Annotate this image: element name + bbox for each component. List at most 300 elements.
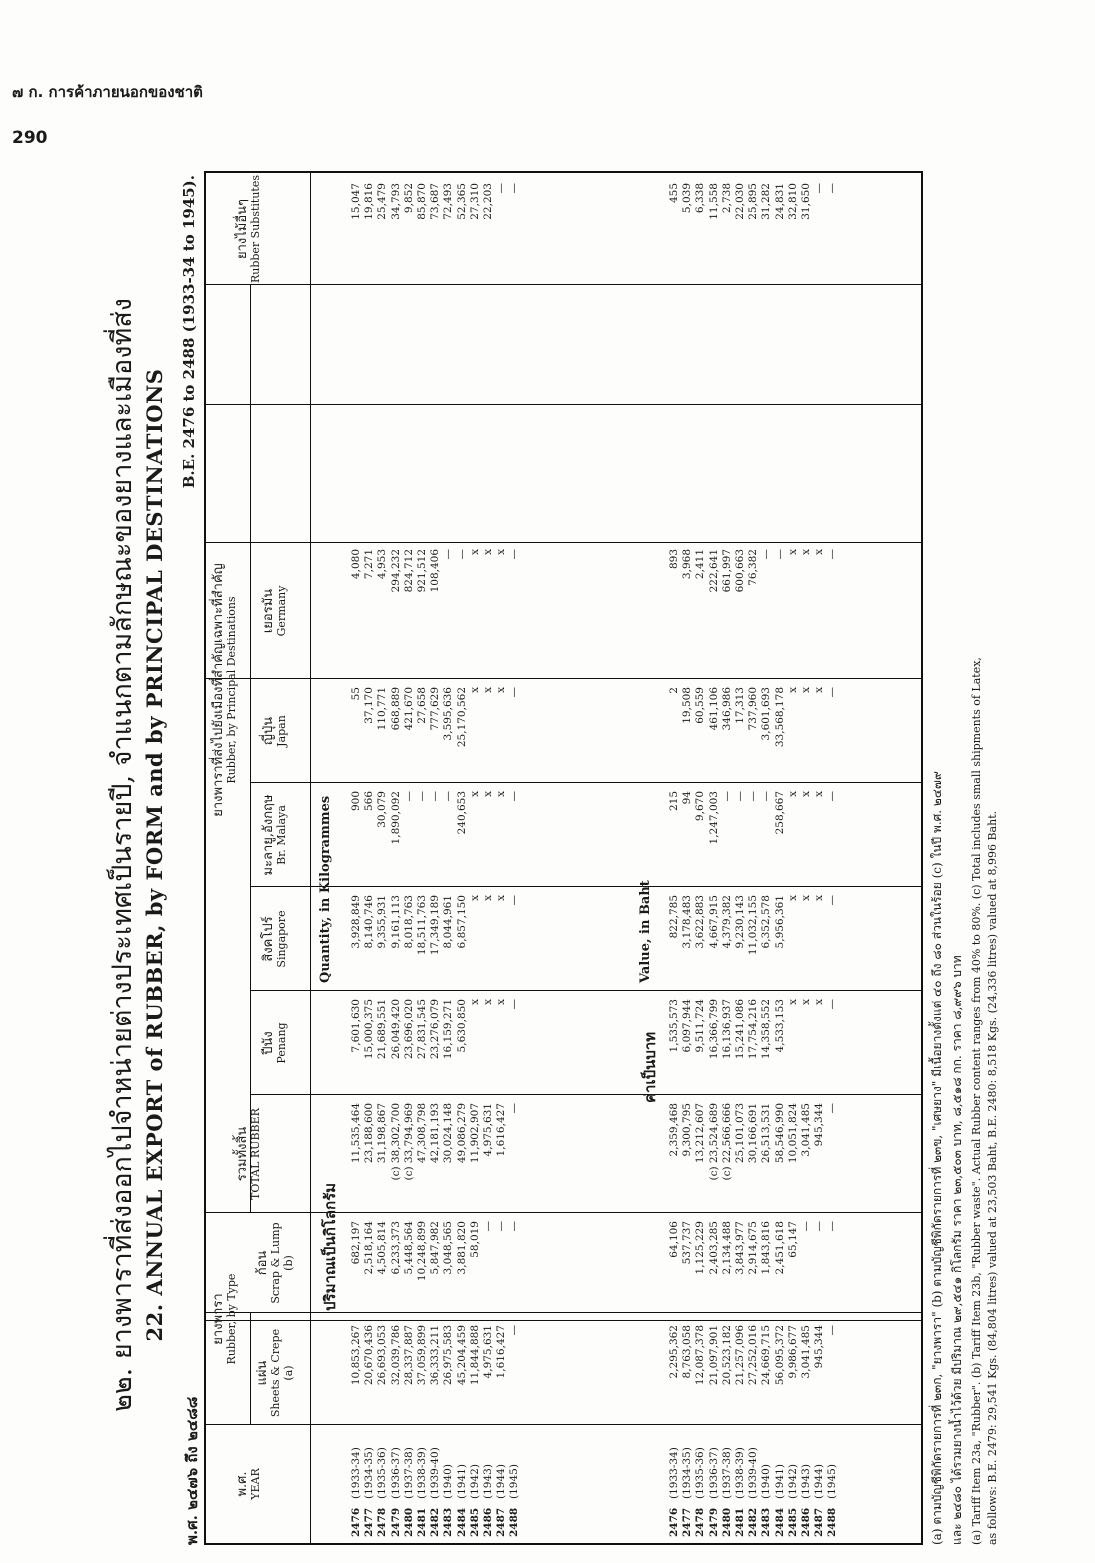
value-germany-column-cell: — <box>773 549 786 560</box>
value-japan-column-cell: 17,313 <box>733 687 746 724</box>
value-japan-column-cell: 346,986 <box>720 687 733 731</box>
quantity-japan-column-cell: 421,670 <box>402 687 415 731</box>
value-label-english: Value, in Baht <box>638 880 653 983</box>
value-germany-column <box>668 549 839 592</box>
value-japan-column-cell: 19,508 <box>681 687 694 724</box>
value-japan-column <box>668 687 839 747</box>
value-total-column-cell: — <box>826 1103 839 1114</box>
quantity-sheets-column-cell: 4,975,631 <box>481 1325 494 1379</box>
value-penang-column-cell: 6,097,944 <box>681 999 694 1053</box>
years-ad-quantity-cell: (1936-37) <box>389 1447 402 1499</box>
quantity-malaya-column-cell: 240,653 <box>455 791 468 835</box>
value-total-column <box>668 1103 839 1181</box>
value-scrap-column-cell: — <box>799 1221 812 1232</box>
value-substitutes-column-cell: 24,831 <box>773 183 786 220</box>
rotated-table-page <box>100 165 1000 1545</box>
table-title-english: 22. ANNUAL EXPORT of RUBBER, by FORM and by PRINCIPAL DESTINATIONS <box>142 368 167 1342</box>
value-scrap-column-cell: — <box>813 1221 826 1232</box>
quantity-scrap-column-cell: 6,233,373 <box>389 1221 402 1275</box>
value-penang-column-cell: x <box>786 999 799 1005</box>
footnote-english-1: (a) Tariff Item 23a, "Rubber". (b) Tariff Item 23b, "Rubber waste". Actual Rubber content ranges from 40% to 80%. (c) Total includes small shipments of Latex, <box>970 657 983 1545</box>
value-sheets-column-cell: 12,087,378 <box>694 1325 707 1386</box>
quantity-substitutes-column-cell: 9,852 <box>402 183 415 214</box>
quantity-japan-column-cell: — <box>508 687 521 698</box>
quantity-substitutes-column-cell: 27,310 <box>468 183 481 220</box>
years-ad-quantity-cell: (1935-36) <box>376 1447 389 1499</box>
quantity-sheets-column-cell: 20,670,436 <box>363 1325 376 1386</box>
years-ad-value-cell: (1943) <box>799 1464 812 1499</box>
value-germany-column-cell: 222,641 <box>707 549 720 593</box>
years-ad-value-cell: (1939-40) <box>747 1447 760 1499</box>
quantity-total-column-cell: (c) 38,302,700 <box>389 1103 402 1181</box>
quantity-scrap-column-cell: — <box>481 1221 494 1232</box>
quantity-label-english: Quantity, in Kilogrammes <box>318 795 333 983</box>
years-ad-quantity-cell: (1943) <box>481 1464 494 1499</box>
quantity-penang-column-cell: 26,049,420 <box>389 999 402 1060</box>
value-germany-column-cell: 661,997 <box>720 549 733 593</box>
value-singapore-column-cell: 3,178,483 <box>681 895 694 949</box>
years-be-quantity-cell: 2477 <box>363 1507 376 1537</box>
value-substitutes-column <box>668 183 839 220</box>
value-singapore-column-cell: x <box>813 895 826 901</box>
quantity-germany-column-cell: 294,232 <box>389 549 402 593</box>
years-ad-quantity-cell: (1933-34) <box>350 1447 362 1499</box>
value-germany-column-cell: x <box>799 549 812 555</box>
quantity-japan-column-cell: 55 <box>350 687 362 701</box>
value-germany-column-cell: 600,663 <box>733 549 746 593</box>
quantity-scrap-column-cell: 58,019 <box>468 1221 481 1258</box>
value-malaya-column-cell: — <box>720 791 733 802</box>
quantity-penang-column-cell: 27,831,545 <box>415 999 428 1060</box>
value-japan-column-cell: 461,106 <box>707 687 720 731</box>
germany-header: เยอรมัน Germany <box>261 585 288 637</box>
quantity-japan-column-cell: 3,595,636 <box>442 687 455 741</box>
quantity-germany-column-cell: x <box>481 549 494 555</box>
value-scrap-column-cell: 2,403,285 <box>707 1221 720 1275</box>
total-header: รวมทั้งสิ้น TOTAL RUBBER <box>235 1108 262 1200</box>
value-sheets-column-cell: 2,295,362 <box>668 1325 680 1379</box>
value-total-column-cell: 945,344 <box>813 1103 826 1147</box>
value-penang-column-cell: 15,241,086 <box>733 999 746 1060</box>
quantity-singapore-column-cell: 6,857,150 <box>455 895 468 949</box>
quantity-total-column-cell: 1,616,427 <box>495 1103 508 1157</box>
section-header: ๗ ก. การค้าภายนอกของชาติ <box>12 83 203 101</box>
value-japan-column-cell: x <box>799 687 812 693</box>
quantity-substitutes-column-cell: 19,816 <box>363 183 376 220</box>
years-be-value-cell: 2483 <box>760 1507 773 1537</box>
quantity-sheets-column-cell: 32,039,786 <box>389 1325 402 1386</box>
value-label-thai: ค่าเป็นบาท <box>641 1031 659 1103</box>
quantity-penang-column-cell: x <box>495 999 508 1005</box>
value-singapore-column-cell: 9,230,143 <box>733 895 746 949</box>
value-total-column-cell: 2,359,468 <box>668 1103 680 1157</box>
page-number: 290 <box>12 128 48 148</box>
years-be-quantity-cell: 2483 <box>442 1507 455 1537</box>
years-ad-value-cell: (1935-36) <box>694 1447 707 1499</box>
value-scrap-column-cell: 537,737 <box>681 1221 694 1265</box>
quantity-scrap-column-cell: — <box>495 1221 508 1232</box>
quantity-japan-column-cell: 110,771 <box>376 687 389 731</box>
quantity-total-column-cell: (c) 33,794,969 <box>402 1103 415 1181</box>
years-be-quantity-cell: 2480 <box>402 1507 415 1537</box>
quantity-germany-column-cell: 4,080 <box>350 549 362 580</box>
quantity-singapore-column <box>350 895 521 955</box>
quantity-japan-column <box>350 687 521 747</box>
value-japan-column-cell: 60,559 <box>694 687 707 724</box>
quantity-scrap-column-cell: — <box>508 1221 521 1232</box>
quantity-germany-column-cell: — <box>508 549 521 560</box>
years-ad-quantity-cell: (1940) <box>442 1464 455 1499</box>
years-ad-quantity <box>350 1447 521 1499</box>
footnote-thai-1: (a) ตามบัญชีพิกัดรายการที่ ๒๓ก, "ยางพารา" (b) ตามบัญชีพิกัดรายการที่ ๒๓ข, "เศษยาง" มีเนื้อยางตั้งแต่ ๔๐ ถึง ๘๐ ส่วนในร้อย (c) ในปี พ.ศ. ๒๔๗๙ <box>930 771 944 1545</box>
value-germany-column-cell: 2,411 <box>694 549 707 580</box>
quantity-sheets-column-cell: 37,059,899 <box>415 1325 428 1386</box>
years-ad-value-cell: (1938-39) <box>733 1447 746 1499</box>
years-be-quantity-cell: 2482 <box>429 1507 442 1537</box>
quantity-total-column <box>350 1103 521 1181</box>
value-sheets-column-cell: 8,763,058 <box>681 1325 694 1379</box>
quantity-total-column-cell: 49,086,279 <box>455 1103 468 1164</box>
value-substitutes-column-cell: 2,738 <box>720 183 733 214</box>
value-japan-column-cell: x <box>786 687 799 693</box>
value-malaya-column-cell: 215 <box>668 791 680 812</box>
years-be-value-cell: 2481 <box>733 1507 746 1537</box>
quantity-germany-column <box>350 549 521 592</box>
quantity-malaya-column-cell: — <box>429 791 442 802</box>
years-ad-value-cell: (1945) <box>826 1464 839 1499</box>
quantity-malaya-column-cell: 1,890,092 <box>389 791 402 845</box>
value-penang-column-cell: — <box>826 999 839 1010</box>
quantity-singapore-column-cell: — <box>508 895 521 906</box>
quantity-japan-column-cell: 668,889 <box>389 687 402 731</box>
quantity-singapore-column-cell: 9,355,931 <box>376 895 389 949</box>
quantity-total-column-cell: 42,181,193 <box>429 1103 442 1164</box>
quantity-malaya-column-cell: 30,079 <box>376 791 389 828</box>
quantity-sheets-column-cell: 36,333,211 <box>429 1325 442 1386</box>
value-total-column-cell: 10,051,824 <box>786 1103 799 1164</box>
quantity-singapore-column-cell: 8,140,746 <box>363 895 376 949</box>
penang-header: ปีนัง Penang <box>261 1022 288 1064</box>
quantity-singapore-column-cell: x <box>495 895 508 901</box>
years-be-value-cell: 2484 <box>773 1507 786 1537</box>
value-total-column-cell: (c) 22,566,666 <box>720 1103 733 1181</box>
value-japan-column-cell: — <box>826 687 839 698</box>
quantity-germany-column-cell: x <box>468 549 481 555</box>
years-be-quantity-cell: 2487 <box>495 1507 508 1537</box>
quantity-penang-column-cell: 21,689,551 <box>376 999 389 1060</box>
years-be-quantity <box>350 1508 521 1537</box>
quantity-japan-column-cell: 37,170 <box>363 687 376 724</box>
quantity-singapore-column-cell: 3,928,849 <box>350 895 362 949</box>
years-ad-value-cell: (1940) <box>760 1464 773 1499</box>
value-malaya-column-cell: — <box>733 791 746 802</box>
quantity-substitutes-column-cell: 73,687 <box>429 183 442 220</box>
value-substitutes-column-cell: 6,338 <box>694 183 707 214</box>
value-total-column-cell: 13,212,607 <box>694 1103 707 1164</box>
value-scrap-column <box>668 1221 839 1274</box>
quantity-malaya-column-cell: — <box>402 791 415 802</box>
value-malaya-column-cell: 94 <box>681 791 694 805</box>
value-malaya-column-cell: — <box>826 791 839 802</box>
quantity-singapore-column-cell: 8,044,961 <box>442 895 455 949</box>
quantity-scrap-column-cell: 2,518,164 <box>363 1221 376 1275</box>
value-substitutes-column-cell: 22,030 <box>733 183 746 220</box>
value-total-column-cell: 26,513,531 <box>760 1103 773 1164</box>
value-singapore-column-cell: — <box>826 895 839 906</box>
quantity-germany-column-cell: 108,406 <box>429 549 442 593</box>
value-singapore-column-cell: 4,379,382 <box>720 895 733 949</box>
value-sheets-column-cell: 21,097,901 <box>707 1325 720 1386</box>
quantity-substitutes-column-cell: 52,365 <box>455 183 468 220</box>
value-substitutes-column-cell: 25,895 <box>747 183 760 220</box>
footnote-english-2: as follows: B.E. 2479: 29,541 Kgs. (84,804 litres) valued at 23,503 Baht, B.E. 2480: 8,518 Kgs. (24,336 litres) valued at 8,996 Baht. <box>986 810 999 1545</box>
value-substitutes-column-cell: 32,810 <box>786 183 799 220</box>
years-be-quantity-cell: 2485 <box>468 1507 481 1537</box>
quantity-malaya-column-cell: x <box>468 791 481 797</box>
quantity-total-column-cell: — <box>508 1103 521 1114</box>
quantity-penang-column-cell: 23,276,079 <box>429 999 442 1060</box>
quantity-japan-column-cell: x <box>468 687 481 693</box>
quantity-singapore-column-cell: 8,018,763 <box>402 895 415 949</box>
years-be-value-cell: 2488 <box>826 1507 839 1537</box>
years-ad-quantity-cell: (1945) <box>508 1464 521 1499</box>
value-germany-column-cell: — <box>760 549 773 560</box>
value-sheets-column-cell: 945,344 <box>813 1325 826 1369</box>
value-sheets-column-cell: 20,523,182 <box>720 1325 733 1386</box>
value-germany-column-cell: 3,968 <box>681 549 694 580</box>
value-malaya-column-cell: — <box>760 791 773 802</box>
value-singapore-column-cell: 822,785 <box>668 895 680 939</box>
value-singapore-column-cell: x <box>786 895 799 901</box>
quantity-germany-column-cell: 921,512 <box>415 549 428 593</box>
years-be-value-cell: 2486 <box>799 1507 812 1537</box>
value-malaya-column-cell: x <box>786 791 799 797</box>
quantity-scrap-column-cell: 3,048,565 <box>442 1221 455 1275</box>
years-be-value-cell: 2482 <box>747 1507 760 1537</box>
quantity-substitutes-column-cell: — <box>495 183 508 194</box>
years-ad-quantity-cell: (1937-38) <box>402 1447 415 1499</box>
value-japan-column-cell: x <box>813 687 826 693</box>
value-malaya-column-cell: — <box>747 791 760 802</box>
footnote-thai-2: และ ๒๔๘๐ ได้รวมยางน้ำไว้ด้วย มีปริมาณ ๒๙,๕๔๑ กิโลกรัม ราคา ๒๓,๕๐๓ บาท, ๘,๕๑๘ กก. ราคา ๘,๙๙๖ บาท <box>950 955 964 1545</box>
value-sheets-column-cell: 56,095,372 <box>773 1325 786 1386</box>
value-substitutes-column-cell: 455 <box>668 183 680 204</box>
years-be-value-cell: 2476 <box>668 1507 680 1537</box>
value-substitutes-column-cell: 31,650 <box>799 183 812 220</box>
quantity-scrap-column-cell: 682,197 <box>350 1221 362 1265</box>
value-total-column-cell: 9,300,795 <box>681 1103 694 1157</box>
quantity-total-column-cell: 23,188,600 <box>363 1103 376 1164</box>
years-be-quantity-cell: 2484 <box>455 1507 468 1537</box>
years-be-value <box>668 1508 839 1537</box>
quantity-penang-column-cell: x <box>481 999 494 1005</box>
quantity-singapore-column-cell: 9,161,113 <box>389 895 402 949</box>
quantity-malaya-column-cell: — <box>415 791 428 802</box>
years-ad-quantity-cell: (1944) <box>495 1464 508 1499</box>
value-germany-column-cell: 893 <box>668 549 680 570</box>
quantity-malaya-column-cell: — <box>442 791 455 802</box>
quantity-malaya-column <box>350 791 521 844</box>
quantity-sheets-column-cell: 26,975,583 <box>442 1325 455 1386</box>
years-ad-quantity-cell: (1934-35) <box>363 1447 376 1499</box>
quantity-penang-column-cell: 7,601,630 <box>350 999 362 1053</box>
quantity-germany-column-cell: 824,712 <box>402 549 415 593</box>
value-penang-column <box>668 999 839 1059</box>
value-malaya-column-cell: x <box>813 791 826 797</box>
years-ad-value <box>668 1447 839 1499</box>
years-ad-value-cell: (1942) <box>786 1464 799 1499</box>
quantity-sheets-column-cell: 28,337,887 <box>402 1325 415 1386</box>
value-japan-column-cell: 2 <box>668 687 680 694</box>
quantity-scrap-column-cell: 10,248,899 <box>415 1221 428 1282</box>
value-singapore-column-cell: 4,667,915 <box>707 895 720 949</box>
value-singapore-column-cell: x <box>799 895 812 901</box>
value-germany-column-cell: — <box>826 549 839 560</box>
type-header: ยางพารา Rubber, by Type <box>211 1273 238 1365</box>
quantity-total-column-cell: 11,535,464 <box>350 1103 362 1164</box>
years-ad-quantity-cell: (1938-39) <box>415 1447 428 1499</box>
quantity-penang-column-cell: — <box>508 999 521 1010</box>
years-be-quantity-cell: 2479 <box>389 1507 402 1537</box>
years-be-value-cell: 2479 <box>707 1507 720 1537</box>
quantity-malaya-column-cell: — <box>508 791 521 802</box>
quantity-total-column-cell: 47,308,798 <box>415 1103 428 1164</box>
quantity-sheets-column-cell: 11,844,888 <box>468 1325 481 1386</box>
value-penang-column-cell: x <box>799 999 812 1005</box>
quantity-germany-column-cell: 7,271 <box>363 549 376 580</box>
value-japan-column-cell: 737,960 <box>747 687 760 731</box>
value-total-column-cell: 3,041,485 <box>799 1103 812 1157</box>
value-sheets-column-cell: — <box>826 1325 839 1336</box>
value-singapore-column <box>668 895 839 955</box>
quantity-sheets-column <box>350 1325 521 1385</box>
value-scrap-column-cell: 3,843,977 <box>733 1221 746 1275</box>
value-penang-column-cell: 9,511,724 <box>694 999 707 1053</box>
quantity-singapore-column-cell: 17,349,189 <box>429 895 442 956</box>
quantity-sheets-column-cell: 26,693,053 <box>376 1325 389 1386</box>
years-be-value-cell: 2485 <box>786 1507 799 1537</box>
period-thai: พ.ศ. ๒๔๗๖ ถึง ๒๔๘๘ <box>183 1396 201 1545</box>
quantity-penang-column-cell: 5,630,850 <box>455 999 468 1053</box>
years-ad-value-cell: (1933-34) <box>668 1447 680 1499</box>
years-ad-quantity-cell: (1942) <box>468 1464 481 1499</box>
quantity-germany-column-cell: 4,953 <box>376 549 389 580</box>
quantity-penang-column-cell: 16,159,271 <box>442 999 455 1060</box>
value-penang-column-cell: 17,754,216 <box>747 999 760 1060</box>
quantity-scrap-column-cell: 4,505,814 <box>376 1221 389 1275</box>
value-penang-column-cell: 16,136,937 <box>720 999 733 1060</box>
quantity-japan-column-cell: 777,629 <box>429 687 442 731</box>
value-singapore-column-cell: 3,622,883 <box>694 895 707 949</box>
quantity-malaya-column-cell: x <box>481 791 494 797</box>
export-table <box>204 171 923 1545</box>
value-scrap-column-cell: 2,134,488 <box>720 1221 733 1275</box>
value-scrap-column-cell: 1,125,229 <box>694 1221 707 1275</box>
quantity-substitutes-column-cell: — <box>508 183 521 194</box>
quantity-substitutes-column-cell: 25,479 <box>376 183 389 220</box>
years-ad-value-cell: (1934-35) <box>681 1447 694 1499</box>
value-total-column-cell: (c) 23,524,689 <box>707 1103 720 1181</box>
value-substitutes-column-cell: — <box>813 183 826 194</box>
singapore-header: สิงคโปร์ Singapore <box>261 910 288 968</box>
quantity-penang-column-cell: x <box>468 999 481 1005</box>
quantity-substitutes-column <box>350 183 521 220</box>
value-malaya-column-cell: x <box>799 791 812 797</box>
years-ad-quantity-cell: (1939-40) <box>429 1447 442 1499</box>
quantity-germany-column-cell: x <box>495 549 508 555</box>
quantity-penang-column-cell: 23,696,020 <box>402 999 415 1060</box>
quantity-malaya-column-cell: x <box>495 791 508 797</box>
value-penang-column-cell: 4,533,153 <box>773 999 786 1053</box>
quantity-total-column-cell: 31,198,867 <box>376 1103 389 1164</box>
years-be-quantity-cell: 2488 <box>508 1507 521 1537</box>
value-japan-column-cell: 33,568,178 <box>773 687 786 748</box>
years-be-quantity-cell: 2486 <box>481 1507 494 1537</box>
value-singapore-column-cell: 6,352,578 <box>760 895 773 949</box>
value-malaya-column <box>668 791 839 844</box>
quantity-singapore-column-cell: x <box>481 895 494 901</box>
years-be-value-cell: 2477 <box>681 1507 694 1537</box>
value-germany-column-cell: x <box>813 549 826 555</box>
quantity-germany-column-cell: — <box>442 549 455 560</box>
years-ad-value-cell: (1936-37) <box>707 1447 720 1499</box>
value-substitutes-column-cell: 11,558 <box>707 183 720 220</box>
years-be-value-cell: 2487 <box>813 1507 826 1537</box>
sheets-header: แผ่น Sheets & Crepe (a) <box>255 1328 295 1418</box>
quantity-germany-column-cell: — <box>455 549 468 560</box>
value-total-column-cell: 30,166,691 <box>747 1103 760 1164</box>
years-ad-value-cell: (1941) <box>773 1464 786 1499</box>
quantity-penang-column-cell: 15,000,375 <box>363 999 376 1060</box>
value-scrap-column-cell: 2,451,618 <box>773 1221 786 1275</box>
value-sheets-column-cell: 24,669,715 <box>760 1325 773 1386</box>
years-be-value-cell: 2480 <box>720 1507 733 1537</box>
value-singapore-column-cell: 5,956,361 <box>773 895 786 949</box>
substitutes-header: ยางไม้อื่นๆ Rubber Substitutes <box>235 174 262 284</box>
value-singapore-column-cell: 11,032,155 <box>747 895 760 956</box>
value-scrap-column-cell: 1,843,816 <box>760 1221 773 1275</box>
period-english: B.E. 2476 to 2488 (1933-34 to 1945). <box>180 175 198 489</box>
years-be-quantity-cell: 2476 <box>350 1507 362 1537</box>
value-penang-column-cell: x <box>813 999 826 1005</box>
quantity-japan-column-cell: x <box>495 687 508 693</box>
quantity-scrap-column <box>350 1221 521 1281</box>
value-substitutes-column-cell: 31,282 <box>760 183 773 220</box>
value-sheets-column <box>668 1325 839 1385</box>
value-sheets-column-cell: 21,257,096 <box>733 1325 746 1386</box>
quantity-malaya-column-cell: 566 <box>363 791 376 812</box>
quantity-total-column-cell: 11,902,907 <box>468 1103 481 1164</box>
value-japan-column-cell: 3,601,693 <box>760 687 773 741</box>
quantity-sheets-column-cell: 10,853,267 <box>350 1325 362 1386</box>
destinations-header: ยางพาราที่ส่งไปยังเมืองที่สำคัญเฉพาะที่สำคัญ Rubber, by Principal Destinations <box>211 563 238 817</box>
value-malaya-column-cell: 258,667 <box>773 791 786 835</box>
value-total-column-cell: 58,546,990 <box>773 1103 786 1164</box>
value-sheets-column-cell: 3,041,485 <box>799 1325 812 1379</box>
value-penang-column-cell: 14,358,552 <box>760 999 773 1060</box>
quantity-substitutes-column-cell: 15,047 <box>350 183 362 220</box>
quantity-total-column-cell: 4,975,631 <box>481 1103 494 1157</box>
quantity-scrap-column-cell: 3,881,820 <box>455 1221 468 1275</box>
quantity-japan-column-cell: 25,170,562 <box>455 687 468 748</box>
quantity-substitutes-column-cell: 34,793 <box>389 183 402 220</box>
quantity-sheets-column-cell: 45,204,459 <box>455 1325 468 1386</box>
value-sheets-column-cell: 9,986,677 <box>786 1325 799 1379</box>
value-germany-column-cell: x <box>786 549 799 555</box>
japan-header: ญี่ปุ่น Japan <box>261 715 288 747</box>
quantity-substitutes-column-cell: 22,203 <box>481 183 494 220</box>
years-be-quantity-cell: 2478 <box>376 1507 389 1537</box>
